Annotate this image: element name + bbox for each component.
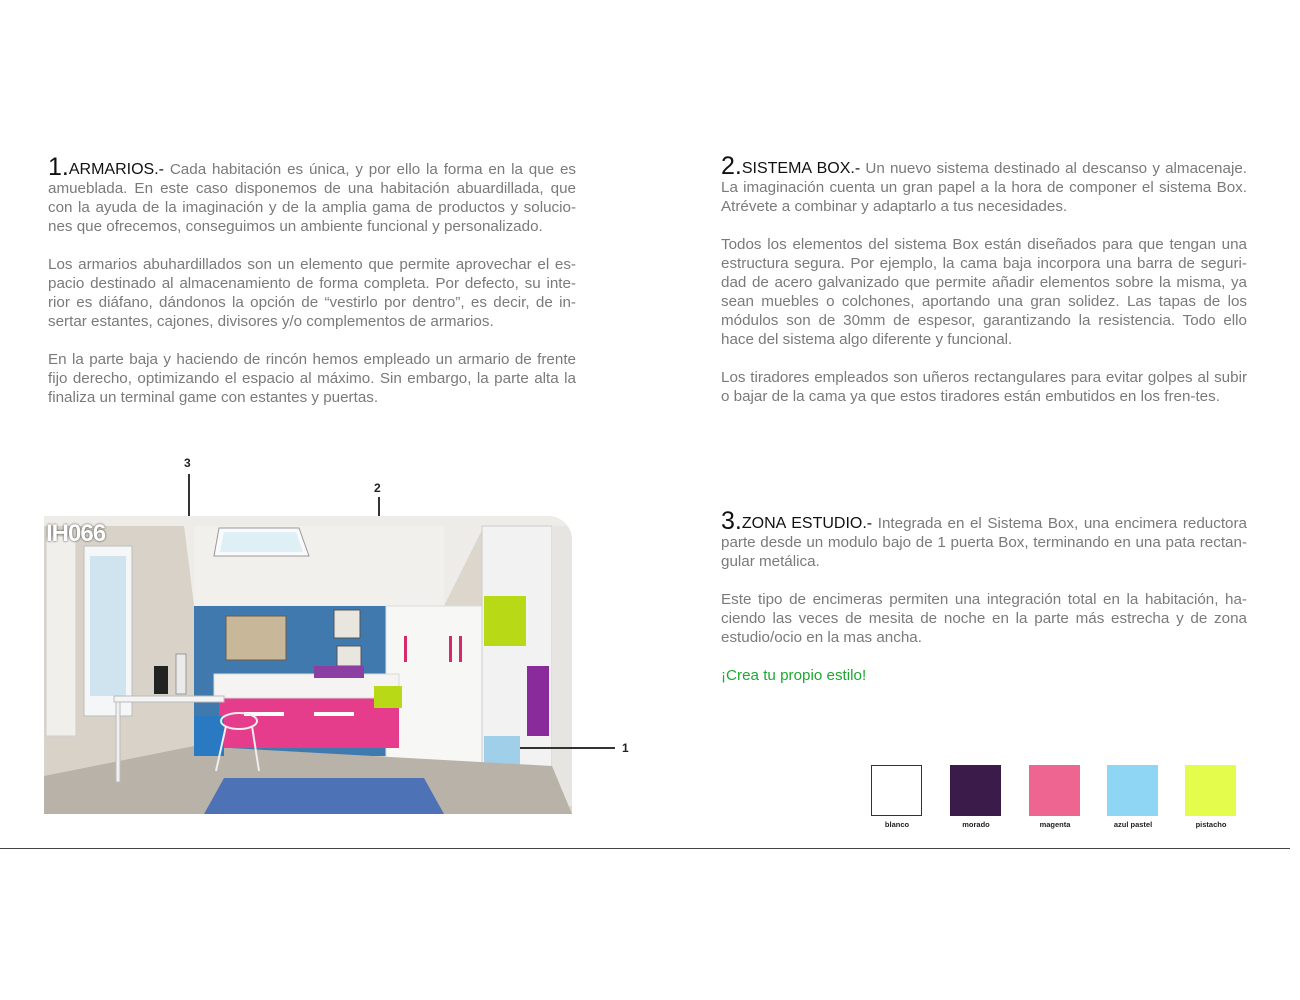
paragraph: Los armarios abuhardillados son un elemento que permite aprovechar el es-pacio destinado al almacenamiento de forma completa. Por defecto, su inte-rior es diáfano, dándonos la opción de “vestirlo por dentro”, es decir, de in-sertar estantes, cajones, divisores y/o complementos de armarios. [48,256,576,330]
paragraph: Los tiradores empleados son uñeros rectangulares para evitar golpes al subir o bajar de la cama ya que estos tiradores están embutidos en los fren-tes. [721,369,1247,405]
page-divider [0,848,1290,849]
section-number: 2. [721,152,742,180]
swatch-label: pistacho [1195,820,1227,829]
callout-number: 1 [622,741,629,755]
slogan: ¡Crea tu propio estilo! [721,667,867,684]
callout-line [520,747,615,749]
swatch-label: magenta [1039,820,1071,829]
section-number: 1. [48,153,69,181]
section-sistema-box [721,152,1247,425]
section-title: ZONA ESTUDIO.- [741,515,873,532]
section-lead: Un nuevo sistema destinado al descanso y almacenaje. La imaginación cuenta un gran papel a la hora de componer el sistema Box. Atrévete a combinar y adaptarlo a tus necesidades. [721,160,1247,215]
paragraph: Este tipo de encimeras permiten una integración total en la habitación, ha-ciendo las veces de mesita de noche en la parte más estrecha y de zona estudio/ocio en la mas ancha. [721,591,1247,646]
section-title: ARMARIOS.- [68,161,164,178]
section-zona-estudio [721,507,1247,704]
callout-number: 2 [374,481,381,495]
color-swatch [1029,765,1080,816]
color-swatch [950,765,1001,816]
paragraph: En la parte baja y haciendo de rincón hemos empleado un armario de frente fijo derecho, optimizando el espacio al máximo. Sin embargo, la parte alta la finaliza un terminal game con estantes y puertas. [48,351,576,406]
swatch-label: blanco [884,820,910,829]
image-code: IH066 [46,520,106,547]
callout-number: 3 [184,456,191,470]
section-title: SISTEMA BOX.- [741,160,861,177]
color-swatch [1107,765,1158,816]
color-swatch [1185,765,1236,816]
swatch-label: azul pastel [1113,820,1153,829]
section-number: 3. [721,507,742,535]
section-lead: Cada habitación es única, y por ello la forma en la que es amueblada. En este caso disponemos de una habitación abuardillada, que con la ayuda de la imaginación y de la amplia gama de productos y solucio-nes que ofrecemos, conseguimos un ambiente funcional y personalizado. [48,161,576,235]
bedroom-illustration [44,516,572,814]
section-armarios [48,153,576,426]
section-lead: Integrada en el Sistema Box, una encimera reductora parte desde un modulo bajo de 1 puerta Box, terminando en una pata rectan-gular metálica. [721,515,1247,570]
color-swatch [871,765,922,816]
swatch-label: morado [962,820,990,829]
paragraph: Todos los elementos del sistema Box están diseñados para que tengan una estructura segura. Por ejemplo, la cama baja incorpora una barra de seguri-dad de acero galvanizado que permite añadir elementos sobre la misma, ya sean muebles o colchones, aportando una gran solidez. Las tapas de los módulos son de 30mm de espesor, garantizando la resistencia. Todo ello hace del sistema algo diferente y funcional. [721,236,1247,348]
bedroom-image [44,516,572,814]
